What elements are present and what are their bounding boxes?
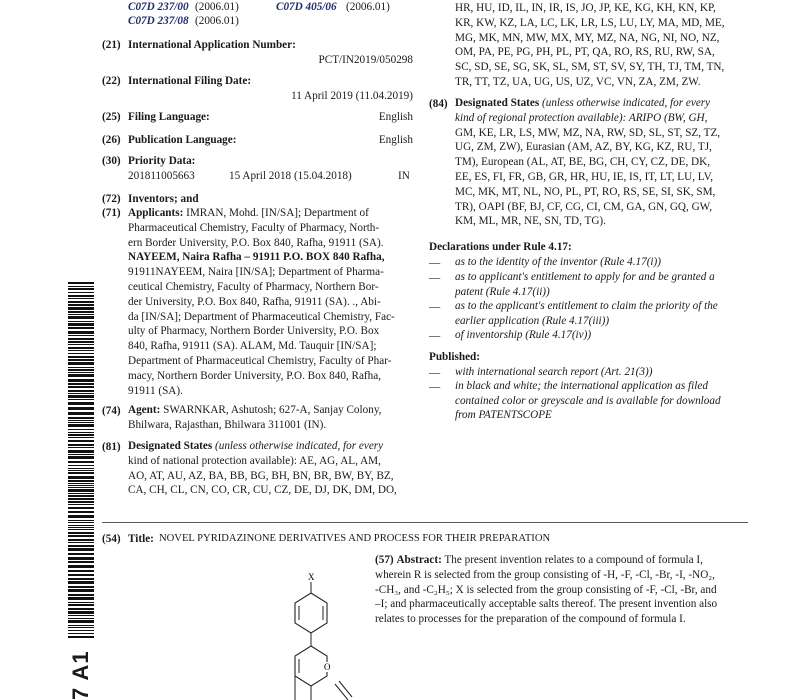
regional-line: GM, KE, LR, LS, MW, MZ, NA, RW, SD, SL, ST, SZ, TZ, bbox=[455, 126, 721, 139]
declaration-dash: — bbox=[429, 301, 441, 313]
declaration-text: as to the applicant's entitlement to claim the priority of the bbox=[455, 300, 718, 312]
barcode-stripe bbox=[68, 520, 94, 521]
applicant-line: ern Border University, P.O. Box 840, Rafha, 91911 (SA). bbox=[128, 236, 384, 249]
barcode-stripe bbox=[68, 399, 94, 400]
barcode-stripe bbox=[68, 323, 94, 326]
barcode-stripe bbox=[68, 522, 94, 523]
applicant-line: der University, P.O. Box 840, Rafha, 91911 (SA). ., Abi- bbox=[128, 295, 381, 308]
agent-block bbox=[128, 403, 414, 433]
barcode-stripe bbox=[68, 578, 94, 580]
field-21-num: (21) bbox=[102, 39, 121, 51]
barcode-stripe bbox=[68, 501, 94, 503]
regional-line: MC, MK, MT, NL, NO, PL, PT, RO, RS, SE, SI, SK, SM, bbox=[455, 185, 716, 198]
barcode-stripe bbox=[68, 532, 94, 534]
barcode-stripe bbox=[68, 424, 94, 427]
barcode-stripe bbox=[68, 480, 94, 482]
applicant-line: ceutical Chemistry, Faculty of Pharmacy, Northern Bor- bbox=[128, 280, 379, 293]
designated-national-line: AO, AT, AU, AZ, BA, BB, BG, BH, BN, BR, BW, BY, BZ, bbox=[128, 469, 394, 482]
published-text: from PATENTSCOPE bbox=[455, 409, 552, 421]
declaration-dash: — bbox=[429, 330, 441, 342]
published-text: in black and white; the international application as filed bbox=[455, 380, 708, 392]
barcode-stripe bbox=[68, 420, 94, 421]
abstract-line: The present invention relates to a compound of formula I, bbox=[444, 554, 703, 566]
barcode-stripe bbox=[68, 548, 94, 551]
barcode-stripe bbox=[68, 561, 94, 563]
barcode-stripe bbox=[68, 369, 94, 371]
field-71-label: Applicants: bbox=[128, 207, 184, 219]
barcode-stripe bbox=[68, 589, 94, 592]
barcode-stripe bbox=[68, 495, 94, 497]
regional-line: TM), European (AL, AT, BE, BG, CH, CY, CZ, DE, DK, bbox=[455, 156, 711, 169]
field-81-num: (81) bbox=[102, 441, 121, 453]
ipc-code-1: C07D 237/00 bbox=[128, 1, 189, 13]
barcode-stripe bbox=[68, 395, 94, 398]
abstract-block bbox=[375, 553, 748, 627]
barcode-stripe bbox=[68, 301, 94, 303]
regional-line: (unless otherwise indicated, for every bbox=[542, 97, 711, 109]
phenyl-ring bbox=[295, 593, 327, 633]
applicant-line: macy, Northern Border University, P.O. Box 840, Rafha, bbox=[128, 369, 382, 382]
barcode-stripe bbox=[68, 529, 94, 530]
barcode-stripe bbox=[68, 633, 94, 634]
barcode-stripe bbox=[68, 353, 94, 354]
declaration-text: of inventorship (Rule 4.17(iv)) bbox=[455, 329, 592, 341]
barcode-stripe bbox=[68, 586, 94, 588]
barcode-stripe bbox=[68, 350, 94, 351]
barcode-stripe bbox=[68, 545, 94, 547]
barcode-stripe bbox=[68, 565, 94, 568]
declaration-text: earlier application (Rule 4.17(iii)) bbox=[455, 314, 610, 327]
abstract-line: wherein R is selected from the group consisting of -H, -F, -Cl, -Br, -I, -NO₂, bbox=[375, 568, 715, 581]
barcode-stripe bbox=[68, 316, 94, 319]
publication-kind-code: 7 A1 bbox=[68, 650, 93, 700]
barcode-stripe bbox=[68, 493, 94, 494]
barcode-stripe bbox=[68, 362, 94, 365]
barcode-stripe bbox=[68, 282, 94, 284]
barcode-image bbox=[66, 282, 96, 700]
barcode-stripe bbox=[68, 331, 94, 334]
published-dash: — bbox=[429, 367, 441, 379]
barcode-stripe bbox=[68, 456, 94, 459]
designated-regional-block bbox=[455, 96, 745, 229]
barcode-stripe bbox=[68, 440, 94, 442]
state-list-line: KR, KW, KZ, LA, LC, LK, LR, LS, LU, LY, MA, MD, ME, bbox=[455, 16, 725, 29]
barcode-stripe bbox=[68, 542, 94, 543]
applicants-block bbox=[128, 206, 414, 398]
field-25-value: English bbox=[378, 111, 413, 123]
regional-line: UG, ZM, ZW), Eurasian (AM, AZ, BY, KG, KZ, RU, TJ, bbox=[455, 141, 712, 154]
barcode-stripe bbox=[68, 581, 94, 584]
barcode-stripe bbox=[68, 288, 94, 290]
declarations-heading: Declarations under Rule 4.17: bbox=[429, 241, 572, 253]
published-item bbox=[455, 379, 721, 423]
state-list-line: HR, HU, ID, IL, IN, IR, IS, JO, JP, KE, KG, KH, KN, KP, bbox=[455, 2, 716, 14]
barcode-stripe bbox=[68, 636, 94, 638]
barcode-stripe bbox=[68, 618, 94, 619]
barcode-stripe bbox=[68, 627, 94, 628]
published-dash: — bbox=[429, 381, 441, 393]
barcode-stripe bbox=[68, 470, 94, 471]
field-22-value: 11 April 2019 (11.04.2019) bbox=[291, 90, 413, 102]
barcode-stripe bbox=[68, 594, 94, 596]
priority-date: 15 April 2018 (15.04.2018) bbox=[229, 170, 352, 182]
chemical-structure bbox=[260, 566, 370, 700]
applicant-line: da [IN/SA]; Department of Pharmaceutical Chemistry, Fac- bbox=[128, 310, 395, 323]
barcode-stripe bbox=[68, 608, 94, 610]
field-71-num: (71) bbox=[102, 207, 121, 219]
barcode-stripe bbox=[68, 434, 94, 436]
barcode-stripe bbox=[68, 465, 94, 466]
barcode-stripe bbox=[68, 447, 94, 448]
state-list-line: MG, MK, MN, MW, MX, MY, MZ, NA, NG, NI, NO, NZ, bbox=[455, 31, 720, 44]
designated-national-continued bbox=[455, 1, 745, 90]
barcode-stripe bbox=[68, 604, 94, 606]
barcode-stripe bbox=[68, 372, 94, 373]
ipc-date-2: (2006.01) bbox=[346, 1, 390, 13]
barcode-stripe bbox=[68, 570, 94, 572]
barcode-stripe bbox=[68, 553, 94, 555]
barcode-stripe bbox=[68, 450, 94, 453]
barcode-stripe bbox=[68, 620, 94, 623]
designated-national-line: (unless otherwise indicated, for every bbox=[215, 440, 384, 452]
barcode-stripe bbox=[68, 515, 94, 518]
barcode-stripe bbox=[68, 504, 94, 505]
barcode-stripe bbox=[68, 307, 94, 310]
barcode-stripe bbox=[68, 432, 94, 433]
ipc-date-1: (2006.01) bbox=[195, 1, 239, 13]
declaration-text: as to applicant's entitlement to apply for and be granted a bbox=[455, 271, 715, 283]
barcode-stripe bbox=[68, 535, 94, 537]
barcode-stripe bbox=[68, 314, 94, 315]
designated-national-block bbox=[128, 439, 414, 498]
barcode-stripe bbox=[68, 574, 94, 576]
applicant-line: IMRAN, Mohd. [IN/SA]; Department of bbox=[186, 207, 369, 219]
bond bbox=[335, 684, 348, 700]
applicant-line: 91911NAYEEM, Naira [IN/SA]; Department of Pharma- bbox=[128, 266, 384, 279]
barcode-stripe bbox=[68, 356, 94, 358]
barcode-stripe bbox=[68, 422, 94, 423]
barcode-stripe bbox=[68, 321, 94, 322]
barcode-stripe bbox=[68, 485, 94, 486]
barcode-stripe bbox=[68, 347, 94, 349]
field-22-label: International Filing Date: bbox=[128, 75, 252, 87]
barcode-stripe bbox=[68, 557, 94, 560]
ipc-date-3: (2006.01) bbox=[195, 15, 239, 27]
barcode-stripe bbox=[68, 383, 94, 385]
state-list-line: SC, SD, SE, SG, SK, SL, SM, ST, SV, SY, TH, TJ, TM, TN, bbox=[455, 61, 725, 74]
barcode-stripe bbox=[68, 412, 94, 415]
applicant-line: Department of Pharmaceutical Chemistry, Faculty of Phar- bbox=[128, 354, 392, 367]
field-57-num: (57) bbox=[375, 554, 394, 566]
declaration-item bbox=[455, 299, 718, 328]
barcode-stripe bbox=[68, 407, 94, 410]
field-30-num: (30) bbox=[102, 155, 121, 167]
barcode-stripe bbox=[68, 292, 94, 293]
barcode-stripe bbox=[68, 527, 94, 528]
pyranone-ring bbox=[295, 646, 327, 686]
priority-country: IN bbox=[398, 170, 410, 182]
substituent-x-label: X bbox=[308, 572, 315, 582]
designated-national-line: kind of national protection available): AE, AG, AL, AM, bbox=[128, 454, 381, 467]
field-74-label: Agent: bbox=[128, 404, 161, 416]
barcode-stripe bbox=[68, 444, 94, 446]
barcode-stripe bbox=[68, 539, 94, 541]
barcode-stripe bbox=[68, 625, 94, 626]
published-text: contained color or greyscale and is available for download bbox=[455, 394, 721, 407]
declaration-item bbox=[455, 328, 591, 343]
barcode-stripe bbox=[68, 327, 94, 329]
barcode-stripe bbox=[68, 525, 94, 526]
barcode-stripe bbox=[68, 379, 94, 382]
barcode-stripe bbox=[68, 461, 94, 463]
abstract-line: –I; and pharmaceutically acceptable salts thereof. The present invention also bbox=[375, 598, 718, 611]
field-57-label: Abstract: bbox=[396, 554, 442, 566]
published-item bbox=[455, 365, 652, 380]
regional-line: TR), OAPI (BF, BJ, CF, CG, CI, CM, GA, GN, GQ, GW, bbox=[455, 200, 712, 213]
field-25-label: Filing Language: bbox=[128, 111, 210, 123]
field-81-label: Designated States bbox=[128, 440, 213, 452]
regional-line: kind of regional protection available): ARIPO (BW, GH, bbox=[455, 111, 708, 124]
barcode-stripe bbox=[68, 602, 94, 603]
field-30-label: Priority Data: bbox=[128, 155, 196, 167]
barcode-stripe bbox=[68, 359, 94, 361]
barcode-stripe bbox=[68, 483, 94, 484]
barcode-stripe bbox=[68, 393, 94, 394]
barcode-stripe bbox=[68, 476, 94, 479]
declaration-item bbox=[455, 255, 661, 270]
barcode-stripe bbox=[68, 454, 94, 455]
published-text: with international search report (Art. 21(3)) bbox=[455, 366, 653, 378]
field-26-value: English bbox=[378, 134, 413, 146]
barcode-stripe bbox=[68, 298, 94, 299]
barcode-stripe bbox=[68, 286, 94, 287]
barcode-stripe bbox=[68, 335, 94, 336]
barcode-stripe bbox=[68, 374, 94, 377]
applicant-line: 840, Rafha, 91911 (SA). ALAM, Md. Tauquir [IN/SA]; bbox=[128, 340, 377, 353]
abstract-line: -CH₃, and -C₂H₅; X is selected from the group consisting of -F, -Cl, -Br, and bbox=[375, 583, 717, 596]
barcode-stripe bbox=[68, 437, 94, 438]
state-list-line: OM, PA, PE, PG, PH, PL, PT, QA, RO, RS, RU, RW, SA, bbox=[455, 46, 715, 59]
declaration-text: patent (Rule 4.17(ii)) bbox=[455, 285, 550, 298]
barcode-stripe bbox=[68, 487, 94, 488]
barcode-stripe bbox=[68, 402, 94, 405]
declaration-dash: — bbox=[429, 272, 441, 284]
barcode-stripe bbox=[68, 615, 94, 616]
barcode-stripe bbox=[68, 611, 94, 614]
barcode-stripe bbox=[68, 597, 94, 600]
barcode-stripe bbox=[68, 417, 94, 419]
field-22-num: (22) bbox=[102, 75, 121, 87]
field-54-label: Title: bbox=[128, 533, 154, 545]
barcode-stripe bbox=[68, 630, 94, 631]
barcode-stripe bbox=[68, 507, 94, 509]
ipc-code-2: C07D 405/06 bbox=[276, 1, 337, 13]
field-26-num: (26) bbox=[102, 134, 121, 146]
barcode-stripe bbox=[68, 341, 94, 343]
barcode-stripe bbox=[68, 311, 94, 313]
bond bbox=[339, 681, 352, 697]
barcode-stripe bbox=[68, 511, 94, 513]
applicant-line: Pharmaceutical Chemistry, Faculty of Pharmacy, North- bbox=[128, 221, 380, 234]
field-26-label: Publication Language: bbox=[128, 134, 237, 146]
field-25-num: (25) bbox=[102, 111, 121, 123]
applicant-line: ulty of Pharmacy, Northern Border University, P.O. Box bbox=[128, 325, 380, 338]
declaration-item bbox=[455, 270, 715, 299]
field-72-num: (72) bbox=[102, 193, 121, 205]
priority-app-number: 201811005663 bbox=[128, 170, 195, 182]
field-21-value: PCT/IN2019/050298 bbox=[318, 54, 413, 66]
field-84-label: Designated States bbox=[455, 97, 540, 109]
ipc-code-3: C07D 237/08 bbox=[128, 15, 189, 27]
barcode-stripe bbox=[68, 429, 94, 430]
designated-national-line: CA, CH, CL, CN, CO, CR, CU, CZ, DE, DJ, DK, DM, DO, bbox=[128, 484, 397, 497]
declaration-dash: — bbox=[429, 257, 441, 269]
section-divider bbox=[102, 522, 748, 523]
field-72-label: Inventors; and bbox=[128, 193, 199, 205]
state-list-line: TR, TT, TZ, UA, UG, US, UZ, VC, VN, ZA, ZM, ZW. bbox=[455, 75, 701, 88]
regional-line: KM, ML, MR, NE, SN, TD, TG). bbox=[455, 215, 606, 228]
barcode-stripe bbox=[68, 295, 94, 297]
oxygen-label: O bbox=[324, 662, 331, 672]
barcode-stripe bbox=[68, 304, 94, 306]
field-21-label: International Application Number: bbox=[128, 39, 296, 51]
abstract-line: relates to processes for the preparation of the compound of formula I. bbox=[375, 613, 686, 626]
applicant-line: NAYEEM, Naira Rafha – 91911 P.O. BOX 840 Rafha, bbox=[128, 251, 385, 264]
barcode-stripe bbox=[68, 468, 94, 469]
barcode-stripe bbox=[68, 344, 94, 345]
agent-line: Bhilwara, Rajasthan, Bhilwara 311001 (IN). bbox=[128, 418, 327, 431]
applicant-line: 91911 (SA). bbox=[128, 384, 183, 397]
declaration-text: as to the identity of the inventor (Rule 4.17(i)) bbox=[455, 256, 661, 268]
field-84-num: (84) bbox=[429, 98, 448, 110]
barcode-stripe bbox=[68, 472, 94, 474]
barcode-stripe bbox=[68, 489, 94, 492]
field-54-num: (54) bbox=[102, 533, 121, 545]
barcode-stripe bbox=[68, 338, 94, 340]
published-heading: Published: bbox=[429, 351, 480, 363]
title-text: NOVEL PYRIDAZINONE DERIVATIVES AND PROCESS FOR THEIR PREPARATION bbox=[159, 533, 551, 544]
barcode-stripe bbox=[68, 390, 94, 392]
agent-line: SWARNKAR, Ashutosh; 627-A, Sanjay Colony, bbox=[163, 404, 382, 416]
barcode-stripe bbox=[68, 386, 94, 388]
barcode-stripe bbox=[68, 367, 94, 368]
barcode-stripe bbox=[68, 498, 94, 500]
field-74-num: (74) bbox=[102, 405, 121, 417]
regional-line: EE, ES, FI, FR, GB, GR, HR, HU, IE, IS, IT, LT, LU, LV, bbox=[455, 170, 714, 183]
